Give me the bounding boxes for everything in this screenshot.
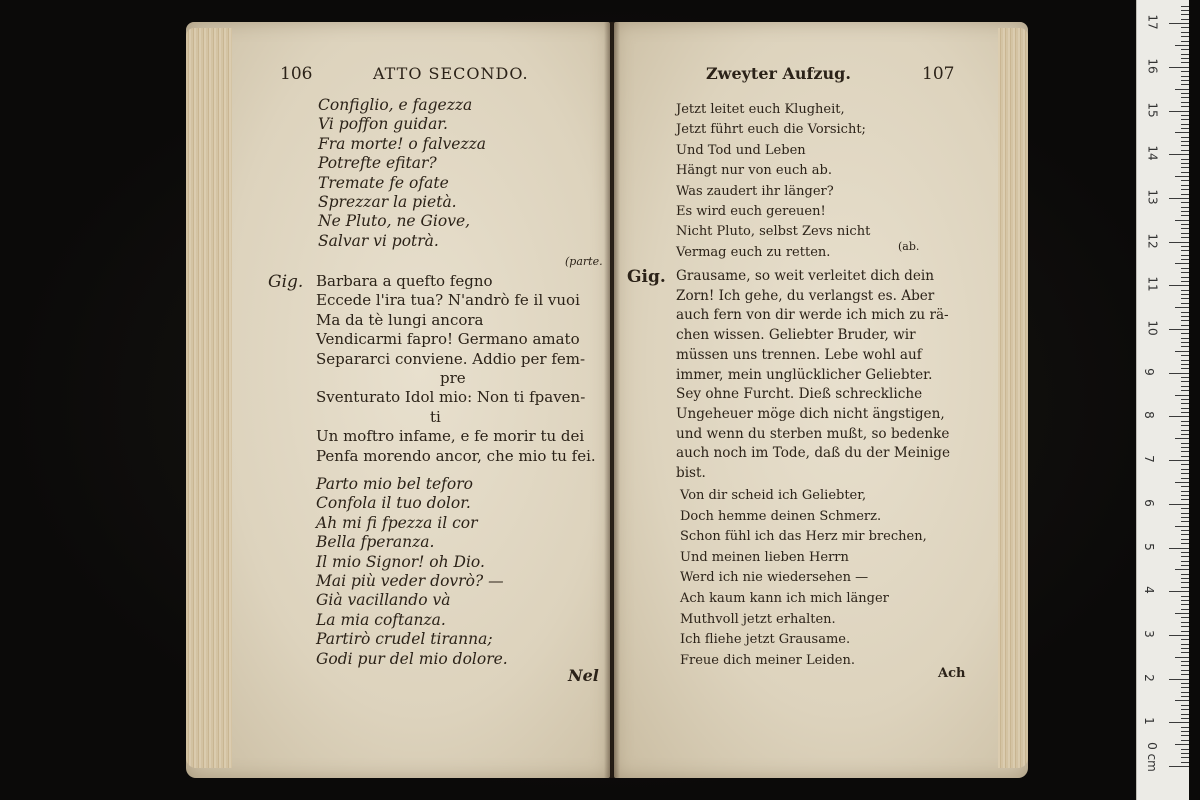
recitative-line: Un moftro infame, e fe morir tu dei — [316, 427, 585, 446]
prose-line: auch noch im Tode, daß du der Meinige — [676, 445, 951, 462]
recitative-line: Ma da tè lungi ancora — [316, 310, 484, 329]
ruler-tick — [1175, 132, 1189, 133]
verse-line: Von dir scheid ich Geliebter, — [680, 488, 867, 503]
ruler-tick — [1181, 412, 1189, 413]
ruler-tick — [1181, 6, 1189, 7]
ruler-tick — [1181, 277, 1189, 278]
ruler-tick — [1181, 609, 1189, 610]
ruler-tick — [1181, 517, 1189, 518]
ruler-tick — [1181, 491, 1189, 492]
ruler-tick — [1181, 355, 1189, 356]
right-running-head: Zweyter Aufzug. — [706, 64, 851, 83]
ruler-tick — [1169, 154, 1189, 155]
verse-line: Doch hemme deinen Schmerz. — [680, 508, 882, 524]
ruler-tick — [1181, 167, 1189, 168]
ruler-tick — [1169, 766, 1189, 767]
recitative-line: Eccede l'ira tua? N'andrò fe il vuoi — [316, 291, 580, 310]
ruler-tick — [1181, 582, 1189, 583]
ruler-label: 17 — [1145, 14, 1160, 30]
ruler-tick — [1181, 499, 1189, 500]
ruler-tick — [1181, 687, 1189, 688]
ruler-tick — [1175, 526, 1189, 527]
verse-line: Ne Pluto, ne Giove, — [318, 212, 471, 231]
ruler-tick — [1181, 430, 1189, 431]
ruler-tick — [1181, 281, 1189, 282]
ruler-label: 8 — [1141, 411, 1156, 420]
right-catchword: Ach — [938, 666, 966, 681]
ruler-tick — [1181, 325, 1189, 326]
ruler-tick — [1181, 180, 1189, 181]
ruler-tick — [1181, 250, 1189, 251]
verse-line: Godi pur del mio dolore. — [316, 649, 508, 668]
ruler-tick — [1181, 513, 1189, 514]
ruler-tick — [1181, 652, 1189, 653]
ruler-tick — [1181, 32, 1189, 33]
ruler-tick — [1181, 290, 1189, 291]
ruler-tick — [1181, 41, 1189, 42]
prose-line: immer, mein unglücklicher Geliebter. — [676, 366, 933, 383]
ruler-tick — [1175, 351, 1189, 352]
ruler-tick — [1181, 303, 1189, 304]
right-fore-edge — [998, 28, 1028, 768]
ruler-tick — [1181, 76, 1189, 77]
ruler-tick — [1181, 447, 1189, 448]
verse-line: Partirò crudel tiranna; — [316, 630, 493, 649]
verse-line: Und meinen lieben Herrn — [680, 549, 849, 565]
ruler-label: 6 — [1141, 498, 1156, 507]
prose-line: auch fern von dir werde ich mich zu rä- — [676, 307, 949, 324]
ruler-tick — [1181, 259, 1189, 260]
ruler-tick — [1169, 679, 1189, 680]
recitative-line: Sventurato Idol mio: Non ti fpaven- — [316, 388, 586, 407]
prose-line: bist. — [676, 465, 706, 481]
ruler-tick — [1181, 403, 1189, 404]
ruler-tick — [1181, 10, 1189, 11]
ruler-tick — [1175, 744, 1189, 745]
right-page-number: 107 — [922, 64, 955, 84]
ruler-tick — [1181, 228, 1189, 229]
ruler-tick — [1181, 421, 1189, 422]
ruler-tick — [1181, 727, 1189, 728]
ruler-tick — [1175, 395, 1189, 396]
ruler-tick — [1181, 543, 1189, 544]
ruler-tick — [1175, 263, 1189, 264]
ruler-tick — [1181, 62, 1189, 63]
ruler-tick — [1175, 569, 1189, 570]
ruler-tick — [1169, 416, 1189, 417]
ruler-tick — [1181, 102, 1189, 103]
verse-line: Sprezzar la pietà. — [318, 193, 457, 211]
ruler-label: 9 — [1141, 367, 1156, 376]
ruler-tick — [1181, 97, 1189, 98]
ruler-tick — [1175, 45, 1189, 46]
ruler-tick — [1181, 189, 1189, 190]
verse-line: Was zaudert ihr länger? — [676, 183, 834, 199]
ruler-tick — [1181, 364, 1189, 365]
ruler-tick — [1181, 84, 1189, 85]
ruler-tick — [1181, 211, 1189, 212]
ruler-label: 1 — [1141, 717, 1156, 726]
ruler-tick — [1181, 390, 1189, 391]
ruler-tick — [1181, 320, 1189, 321]
ruler-tick — [1169, 111, 1189, 112]
ruler-tick — [1181, 333, 1189, 334]
recitative-line: pre — [440, 369, 466, 387]
prose-line: chen wissen. Geliebter Bruder, wir — [676, 327, 916, 344]
ruler-tick — [1181, 80, 1189, 81]
ruler-tick — [1181, 709, 1189, 710]
verse-line: Ach kaum kann ich mich länger — [680, 591, 889, 606]
ruler-tick — [1181, 753, 1189, 754]
ruler-tick — [1181, 381, 1189, 382]
verse-line: Muthvoll jetzt erhalten. — [680, 611, 836, 627]
verse-line: Es wird euch gereuen! — [676, 204, 826, 219]
ruler-tick — [1175, 482, 1189, 483]
ruler-tick — [1181, 19, 1189, 20]
ruler-tick — [1181, 696, 1189, 697]
verse-line: Werd ich nie wiedersehen — — [680, 570, 869, 586]
ruler-tick — [1181, 731, 1189, 732]
ruler-tick — [1181, 93, 1189, 94]
ruler-label: 7 — [1141, 455, 1156, 463]
verse-line: Mai più veder dovrò? — — [316, 572, 504, 590]
ruler-tick — [1181, 644, 1189, 645]
ruler-tick — [1181, 648, 1189, 649]
ruler-tick — [1181, 469, 1189, 470]
prose-line: Ungeheuer möge dich nicht ängstigen, — [676, 405, 945, 422]
ruler-tick — [1181, 574, 1189, 575]
ruler-tick — [1181, 377, 1189, 378]
ruler-tick — [1181, 478, 1189, 479]
ruler-tick — [1181, 128, 1189, 129]
ruler-tick — [1181, 163, 1189, 164]
recitative-line: Separarci conviene. Addio per fem- — [316, 349, 586, 368]
ruler-tick — [1181, 316, 1189, 317]
ruler-tick — [1181, 762, 1189, 763]
verse-line: Jetzt führt euch die Vorsicht; — [676, 122, 866, 138]
verse-line: Confola il tuo dolor. — [316, 494, 471, 513]
ruler-tick — [1181, 622, 1189, 623]
ruler-tick — [1181, 674, 1189, 675]
prose-line: Sey ohne Furcht. Dieß schreckliche — [676, 386, 923, 403]
verse-line: Und Tod und Leben — [676, 142, 806, 158]
verse-line: Vi poffon guidar. — [318, 115, 448, 134]
prose-line: Zorn! Ich gehe, du verlangst es. Aber — [676, 287, 935, 304]
verse-line: Ich fliehe jetzt Grausame. — [680, 632, 851, 648]
ruler-tick — [1181, 27, 1189, 28]
left-fore-edge — [186, 28, 232, 768]
ruler-label: 12 — [1145, 232, 1160, 249]
ruler-tick — [1181, 473, 1189, 474]
ruler-tick — [1181, 443, 1189, 444]
left-catchword: Nel — [568, 666, 599, 685]
verse-line: Freue dich meiner Leiden. — [680, 652, 855, 668]
verse-line: Bella fperanza. — [316, 533, 435, 552]
ruler-tick — [1169, 722, 1189, 723]
verse-line: Jetzt leitet euch Klugheit, — [676, 102, 845, 117]
ruler-tick — [1181, 631, 1189, 632]
ruler-tick — [1181, 159, 1189, 160]
ruler-tick — [1169, 591, 1189, 592]
ruler-tick — [1169, 548, 1189, 549]
ruler-tick — [1181, 237, 1189, 238]
ruler-tick — [1181, 115, 1189, 116]
prose-line: und wenn du sterben mußt, so bedenke — [676, 425, 950, 442]
ruler-tick — [1181, 670, 1189, 671]
ruler-tick — [1181, 521, 1189, 522]
ruler-tick — [1175, 613, 1189, 614]
ruler-tick — [1169, 285, 1189, 286]
ruler-tick — [1181, 508, 1189, 509]
right-speaker: Gig. — [627, 267, 666, 287]
ruler-tick — [1181, 360, 1189, 361]
ruler-label: 16 — [1145, 58, 1160, 74]
ruler-tick — [1181, 749, 1189, 750]
ruler-tick — [1181, 600, 1189, 601]
left-running-head: ATTO SECONDO. — [373, 64, 529, 83]
ruler-label: 11 — [1145, 276, 1160, 292]
ruler-tick — [1181, 565, 1189, 566]
ruler-tick — [1181, 268, 1189, 269]
ruler-tick — [1181, 692, 1189, 693]
ruler-tick — [1181, 486, 1189, 487]
ruler-tick — [1169, 23, 1189, 24]
recitative-line: Penfa morendo ancor, che mio tu fei. — [316, 446, 596, 465]
ruler-tick — [1169, 460, 1189, 461]
ruler-tick — [1181, 207, 1189, 208]
verse-line: Vermag euch zu retten. — [676, 244, 831, 260]
ruler-tick — [1181, 312, 1189, 313]
ruler-tick — [1181, 604, 1189, 605]
ruler-tick — [1181, 145, 1189, 146]
ruler-tick — [1181, 705, 1189, 706]
ruler-tick — [1181, 399, 1189, 400]
verse-line: Parto mio bel teforo — [316, 475, 473, 493]
ruler-tick — [1181, 661, 1189, 662]
ruler-tick — [1181, 639, 1189, 640]
ruler-tick — [1181, 408, 1189, 409]
ruler-tick — [1169, 504, 1189, 505]
ruler-tick — [1181, 346, 1189, 347]
prose-line: Grausame, so weit verleitet dich dein — [676, 268, 935, 284]
ruler-tick — [1169, 635, 1189, 636]
ruler-tick — [1181, 185, 1189, 186]
verse-line: La mia coftanza. — [316, 610, 446, 629]
ruler-tick — [1175, 89, 1189, 90]
ruler-tick — [1181, 596, 1189, 597]
ruler-tick — [1181, 617, 1189, 618]
ruler-tick — [1181, 224, 1189, 225]
ruler-label: 0 cm — [1144, 742, 1159, 772]
ruler-tick — [1181, 58, 1189, 59]
ruler-tick — [1175, 700, 1189, 701]
ruler-tick — [1175, 657, 1189, 658]
ruler-tick — [1181, 434, 1189, 435]
verse-line: Già vacillando và — [316, 591, 451, 610]
ruler-tick — [1181, 539, 1189, 540]
ruler-tick — [1181, 495, 1189, 496]
verse-line: Tremate fe ofate — [318, 173, 449, 192]
ruler-label: 4 — [1141, 586, 1156, 595]
ruler-tick — [1181, 233, 1189, 234]
ruler-tick — [1181, 342, 1189, 343]
ruler-tick — [1181, 587, 1189, 588]
ruler-tick — [1181, 124, 1189, 125]
ruler-tick — [1181, 298, 1189, 299]
ruler-label: 13 — [1145, 189, 1160, 205]
ruler-tick — [1181, 246, 1189, 247]
prose-line: müssen uns trennen. Lebe wohl auf — [676, 346, 922, 363]
ruler-tick — [1169, 198, 1189, 199]
verse-line: Hängt nur von euch ab. — [676, 163, 832, 179]
ruler-tick — [1181, 530, 1189, 531]
verse-line: Il mio Signor! oh Dio. — [316, 552, 485, 571]
ruler-tick — [1175, 307, 1189, 308]
ruler-tick — [1169, 329, 1189, 330]
ruler-label: 3 — [1141, 630, 1156, 638]
ruler-tick — [1175, 176, 1189, 177]
ruler-tick — [1181, 556, 1189, 557]
ruler-tick — [1181, 718, 1189, 719]
ruler-tick — [1181, 294, 1189, 295]
ruler-tick — [1181, 425, 1189, 426]
ruler-tick — [1181, 106, 1189, 107]
ruler-tick — [1181, 368, 1189, 369]
left-page-number: 106 — [280, 64, 313, 84]
ruler-tick — [1169, 67, 1189, 68]
ruler-tick — [1181, 150, 1189, 151]
ruler-tick — [1181, 757, 1189, 758]
ruler-tick — [1181, 14, 1189, 15]
ruler-tick — [1181, 534, 1189, 535]
ruler-tick — [1169, 373, 1189, 374]
recitative-line: Barbara a quefto fegno — [316, 272, 493, 290]
left-stage-direction: (parte. — [565, 255, 603, 268]
verse-line: Potrefte efitar? — [318, 154, 437, 173]
ruler-tick — [1175, 438, 1189, 439]
ruler-tick — [1181, 172, 1189, 173]
ruler-tick — [1181, 665, 1189, 666]
verse-line: Fra morte! o falvezza — [318, 134, 487, 153]
ruler-tick — [1175, 220, 1189, 221]
ruler-tick — [1181, 36, 1189, 37]
book-gutter — [604, 22, 620, 778]
ruler-tick — [1181, 255, 1189, 256]
measuring-ruler — [1136, 0, 1189, 800]
right-stage-direction: (ab. — [898, 240, 920, 253]
ruler-tick — [1181, 683, 1189, 684]
verse-line: Configlio, e fagezza — [318, 96, 473, 114]
verse-line: Schon fühl ich das Herz mir brechen, — [680, 529, 927, 545]
verse-line: Nicht Pluto, selbst Zevs nicht — [676, 224, 871, 240]
left-speaker: Gig. — [268, 272, 304, 292]
ruler-tick — [1181, 71, 1189, 72]
ruler-tick — [1181, 141, 1189, 142]
ruler-label: 15 — [1145, 101, 1160, 118]
ruler-tick — [1181, 49, 1189, 50]
verse-line: Salvar vi potrà. — [318, 231, 439, 250]
ruler-tick — [1181, 54, 1189, 55]
recitative-line: ti — [430, 407, 441, 426]
ruler-tick — [1181, 215, 1189, 216]
ruler-tick — [1181, 626, 1189, 627]
ruler-tick — [1181, 194, 1189, 195]
ruler-tick — [1181, 202, 1189, 203]
ruler-tick — [1181, 464, 1189, 465]
ruler-tick — [1181, 338, 1189, 339]
ruler-tick — [1181, 552, 1189, 553]
recitative-line: Vendicarmi fapro! Germano amato — [316, 330, 580, 349]
ruler-label: 10 — [1145, 320, 1160, 336]
ruler-tick — [1181, 735, 1189, 736]
ruler-tick — [1181, 714, 1189, 715]
ruler-tick — [1181, 456, 1189, 457]
ruler-tick — [1181, 740, 1189, 741]
ruler-tick — [1181, 451, 1189, 452]
ruler-tick — [1181, 561, 1189, 562]
ruler-tick — [1181, 578, 1189, 579]
ruler-tick — [1181, 137, 1189, 138]
ruler-tick — [1169, 242, 1189, 243]
ruler-tick — [1181, 119, 1189, 120]
ruler-label: 5 — [1141, 542, 1156, 551]
ruler-label: 2 — [1141, 673, 1156, 682]
verse-line: Ah mi fi fpezza il cor — [316, 513, 478, 532]
ruler-tick — [1181, 272, 1189, 273]
ruler-label: 14 — [1145, 145, 1160, 161]
ruler-tick — [1181, 386, 1189, 387]
